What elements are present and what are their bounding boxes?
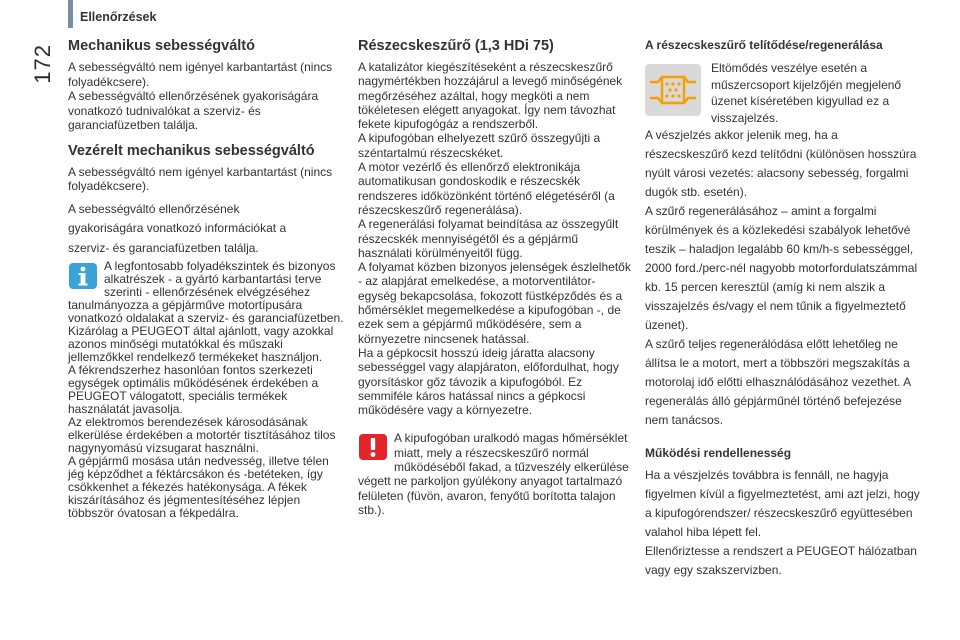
particle-filter-icon [645,64,701,116]
column-transmission [68,38,348,520]
paragraph: Az elektromos berendezések károsodásának elkerülése érdekében a motortér tisztításához tilos nagynyomású vízsugarat használni. [68,415,336,455]
paragraph: A szűrő regenerálásához – amint a forgalmi körülmények és a közlekedési szabályok lehetővé teszik – haladjon legalább 60 km/h-s sebességgel, 2000 ford./perc-nél nagyobb motorfordulatszámmal [645,204,918,275]
paragraph: A sebességváltó nem igényel karbantartást (nincs folyadékcsere). [68,164,333,193]
paragraph: A sebességváltó ellenőrzésének [68,201,240,216]
paragraph: Ha a vészjelzés továbbra is fennáll, ne hagyja figyelmen kívül a figyelmeztetést, ami azt jelzi, hogy a kipufogórendszer/ részecskeszűrő együttesében valahol hiba lépett fel. [645,468,920,539]
paragraph: A folyamat közben bizonyos jelenségek észlelhetők - az alapjárat emelkedése, a motorventilátor-egység bekapcsolása, fokozott füstképződés és a hőmérséklet megemelkedése a kipufogóban -, de ezek sem a gépjármű működésére, sem a környezetre nincsenek hatással. [358,260,631,346]
particle-filter-warning-graphic [645,64,701,116]
paragraph: A sebességváltó ellenőrzésének gyakoriságára vonatkozó tudnivalókat a szerviz- és garanciafüzetben találja. [68,89,319,132]
paragraph: Kizárólag a PEUGEOT által ajánlott, vagy azokkal azonos minőségi mutatókkal és műszaki jellemzőkkel rendelkező termékeket használjon. [68,324,334,364]
paragraph: szerviz- és garanciafüzetben találja. [68,240,259,255]
paragraph: A regenerálási folyamat beindítása az összegyűlt részecskék mennyiségétől és a gépjármű használati körülményeitől függ. [358,217,619,260]
warning-note [358,431,633,517]
page-number: 172 [30,44,55,84]
column-filter-regeneration [645,38,920,580]
paragraph: A sebességváltó nem igényel karbantartást (nincs folyadékcsere). [68,60,333,89]
paragraph: Eltömődés veszélye esetén a műszercsoport kijelzőjén megjelenő üzenet kíséretében kigyullad ez a visszajelzés. [711,61,902,125]
paragraph: Ellenőriztesse a rendszert a PEUGEOT hálózatban vagy egy szakszervizben. [645,544,917,577]
heading-particle-filter: Részecskeszűrő (1,3 HDi 75) [358,38,554,54]
column-particle-filter [358,38,633,517]
paragraph: A motor vezérlő és ellenőrző elektronikája automatikusan gondoskodik e részecskék rendszeres időközönként történő elégetéséről (a részecskeszűrő regenerálása). [358,160,615,217]
paragraph: A szűrő teljes regenerálódása előtt lehetőleg ne állítsa le a motort, mert a többszöri megszakítás a motorolaj idő előtti elhasználódásához vezethet. A regenerálás álló gépjárműnél történő befejezése nem tanácsos. [645,337,911,427]
heading-manual-gearbox: Mechanikus sebességváltó [68,38,255,54]
filter-warning-block [645,60,920,126]
heading-automated-gearbox: Vezérelt mechanikus sebességváltó [68,142,315,159]
paragraph: A katalizátor kiegészítéseként a részecskeszűrő nagymértékben hozzájárul a levegő minőségének megőrzéséhez azáltal, hogy megköti a nem tökéletesen elégett anyagokat. Így nem távozhat fekete kipufogógáz a rendszerből. [358,60,623,132]
heading-malfunction: Működési rendellenesség [645,446,792,460]
paragraph: A fékrendszerhez hasonlóan fontos szerkezeti egységek optimális működésének érdekében a PEUGEOT válogatott, speciális termékek használatát javasolja. [68,363,319,416]
paragraph: A vészjelzés akkor jelenik meg, ha a részecskeszűrő kezd telítődni (különösen hosszúra nyúlt városi vezetés: alacsony sebesség, forgalmi dugók stb. esetén). [645,128,917,199]
info-note [68,260,348,520]
warning-icon [358,433,388,461]
heading-filter-saturation: A részecskeszűrő telítődése/regenerálása [645,38,883,52]
header-accent-bar [68,0,73,28]
warning-note-text: A kipufogóban uralkodó magas hőmérséklet miatt, mely a részecskeszűrő normál működéséből fakad, a tűzveszély elkerülése végett ne parkoljon gyúlékony anyagot tartalmazó felületen (füvön, avaron, fenyőtű borította talajon stb.). [358,431,629,517]
paragraph: A kipufogóban elhelyezett szűrő összegyűjti a széntartalmú részecskéket. [358,131,601,160]
info-note-text: A legfontosabb folyadékszintek és bizonyos alkatrészek - a gyártó karbantartási terve szerinti - ellenőrzésének elvégzéséhez tanulmányozza a gépjárműve motortípusára vonatkozó oldalakat a szerviz- és garanciafüzetben. [68,259,344,325]
info-icon [68,262,98,290]
section-title: Ellenőrzések [80,10,157,24]
paragraph: kb. 15 percen keresztül (amíg ki nem alszik a visszajelzés és/vagy el nem tűnik a figyelmeztető üzenet). [645,280,906,332]
paragraph: A gépjármű mosása után nedvesség, illetve télen jég képződhet a féktárcsákon és -betéteken, így csökkenhet a fékezés hatékonysága. A fékek kiszárításához és jégmentesítéséhez lépjen többször óvatosan a fékpedálra. [68,454,329,520]
paragraph: gyakoriságára vonatkozó információkat a [68,221,287,235]
paragraph: Ha a gépkocsit hosszú ideig járatta alacsony sebességgel vagy alapjáraton, előfordulhat, hogy gyorsításkor gőz távozik a kipufogóból. Ez semmiféle káros hatással nincs a gépkocsi működésére vagy a környezetre. [358,345,619,418]
